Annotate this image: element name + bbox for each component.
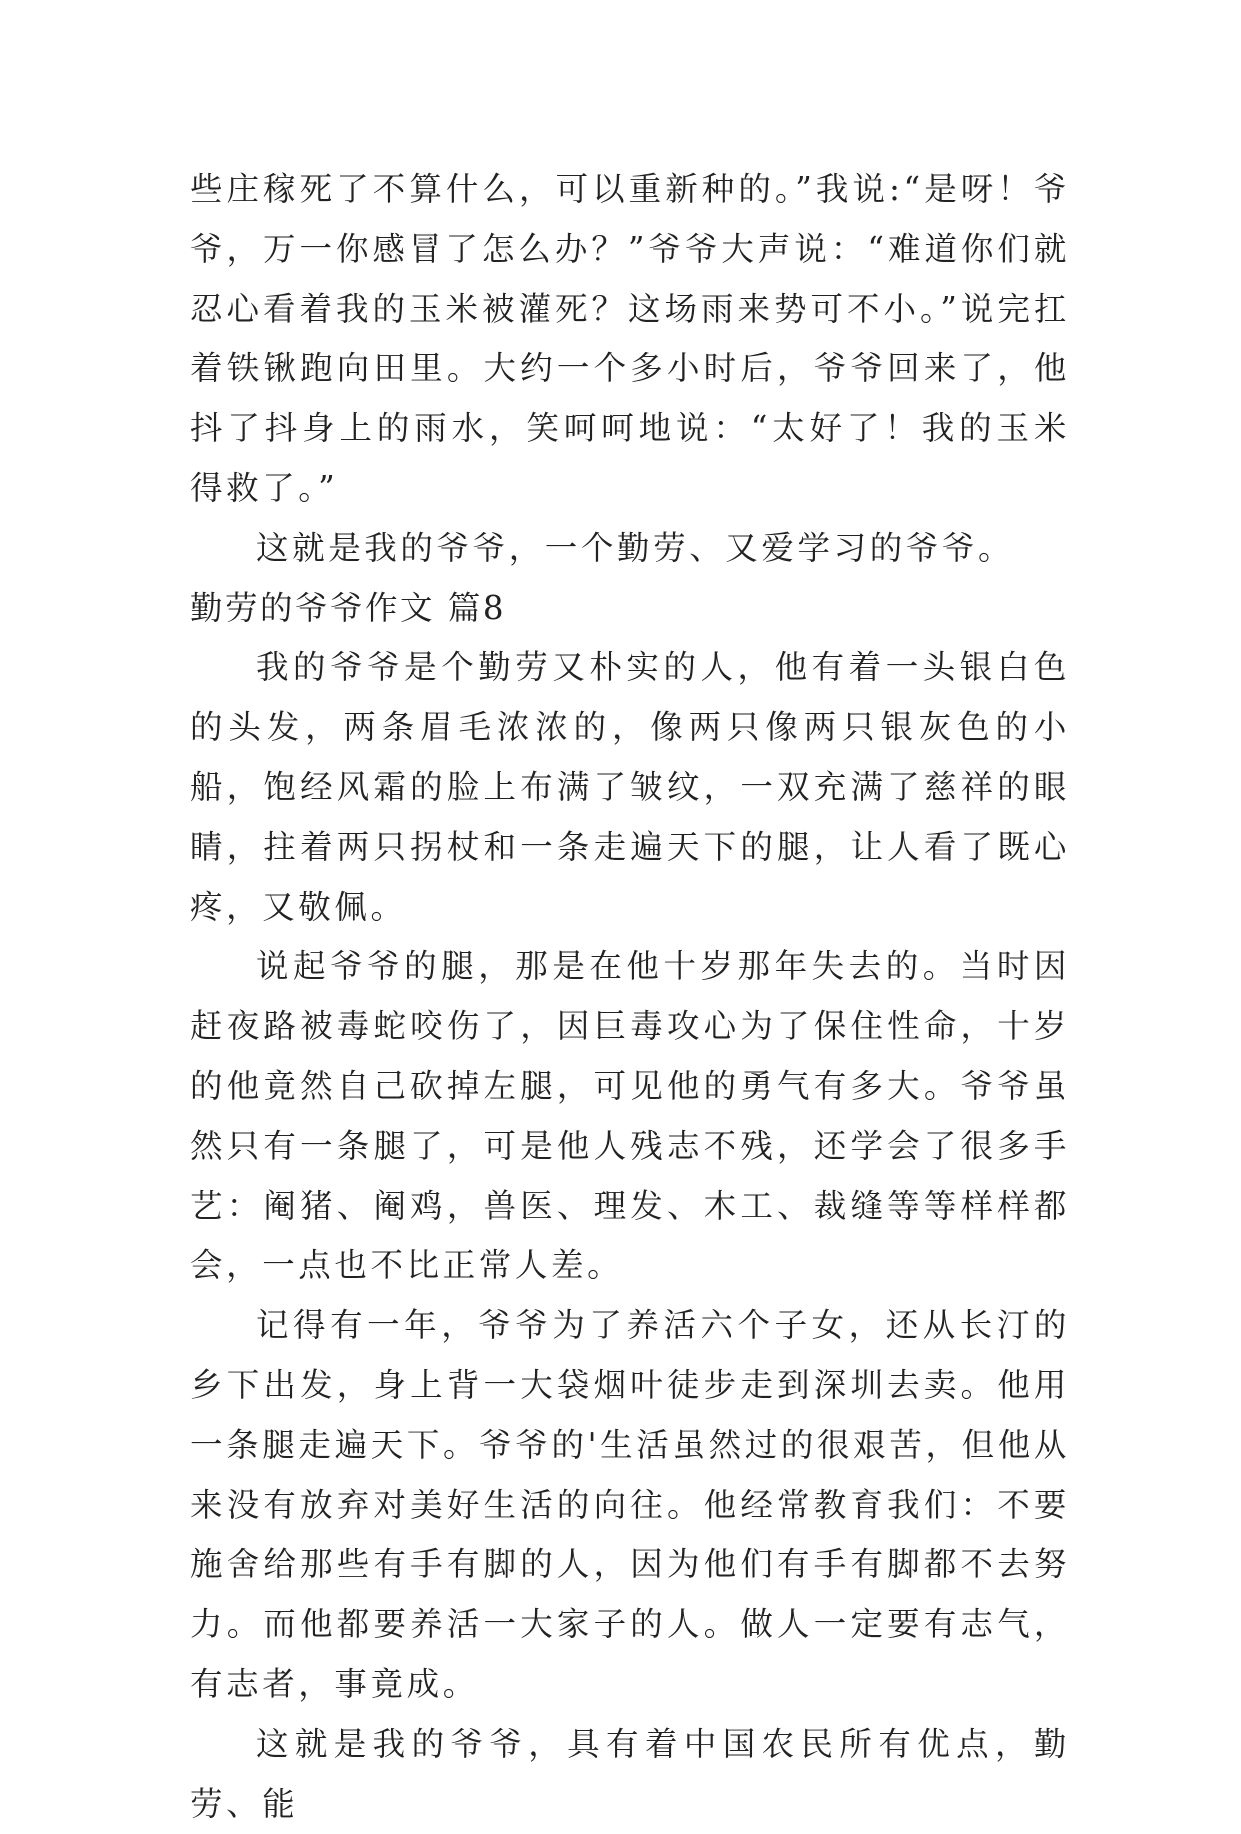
paragraph-summary: 这就是我的爷爷，一个勤劳、又爱学习的爷爷。 bbox=[256, 528, 1015, 567]
paragraph-conclusion: 这就是我的爷爷，具有着中国农民所有优点，勤劳、能 bbox=[190, 1724, 1070, 1823]
paragraph-continuation: 些庄稼死了不算什么，可以重新种的。”我说:“是呀！爷爷，万一你感冒了怎么办？”爷爷大声说：“难道你们就忍心看着我的玉米被灌死？这场雨来势可不小。”说完扛着铁锹跑向田里。大约一个多小时后，爷爷回来了，他抖了抖身上的雨水，笑呵呵地说：“太好了！我的玉米得救了。” bbox=[190, 170, 1070, 507]
paragraph-description: 我的爷爷是个勤劳又朴实的人，他有着一头银白色的头发，两条眉毛浓浓的，像两只像两只银灰色的小船，饱经风霜的脸上布满了皱纹，一双充满了慈祥的眼睛，拄着两只拐杖和一条走遍天下的腿，让人看了既心疼，又敬佩。 bbox=[190, 648, 1070, 926]
paragraph-leg-story: 说起爷爷的腿，那是在他十岁那年失去的。当时因赶夜路被毒蛇咬伤了，因巨毒攻心为了保住性命，十岁的他竟然自己砍掉左腿，可见他的勇气有多大。爷爷虽然只有一条腿了，可是他人残志不残，还学会了很多手艺：阉猪、阉鸡，兽医、理发、木工、裁缝等等样样都会，一点也不比正常人差。 bbox=[190, 947, 1070, 1285]
paragraph-memory: 记得有一年，爷爷为了养活六个子女，还从长汀的乡下出发，身上背一大袋烟叶徒步走到深圳去卖。他用一条腿走遍天下。爷爷的'生活虽然过的很艰苦，但他从来没有放弃对美好生活的向往。他经常教育我们：不要施舍给那些有手有脚的人，因为他们有手有脚都不去努力。而他都要养活一大家子的人。做人一定要有志气，有志者，事竟成。 bbox=[190, 1306, 1070, 1703]
essay-body bbox=[190, 160, 1070, 1834]
section-heading: 勤劳的爷爷作文 篇8 bbox=[190, 588, 507, 627]
